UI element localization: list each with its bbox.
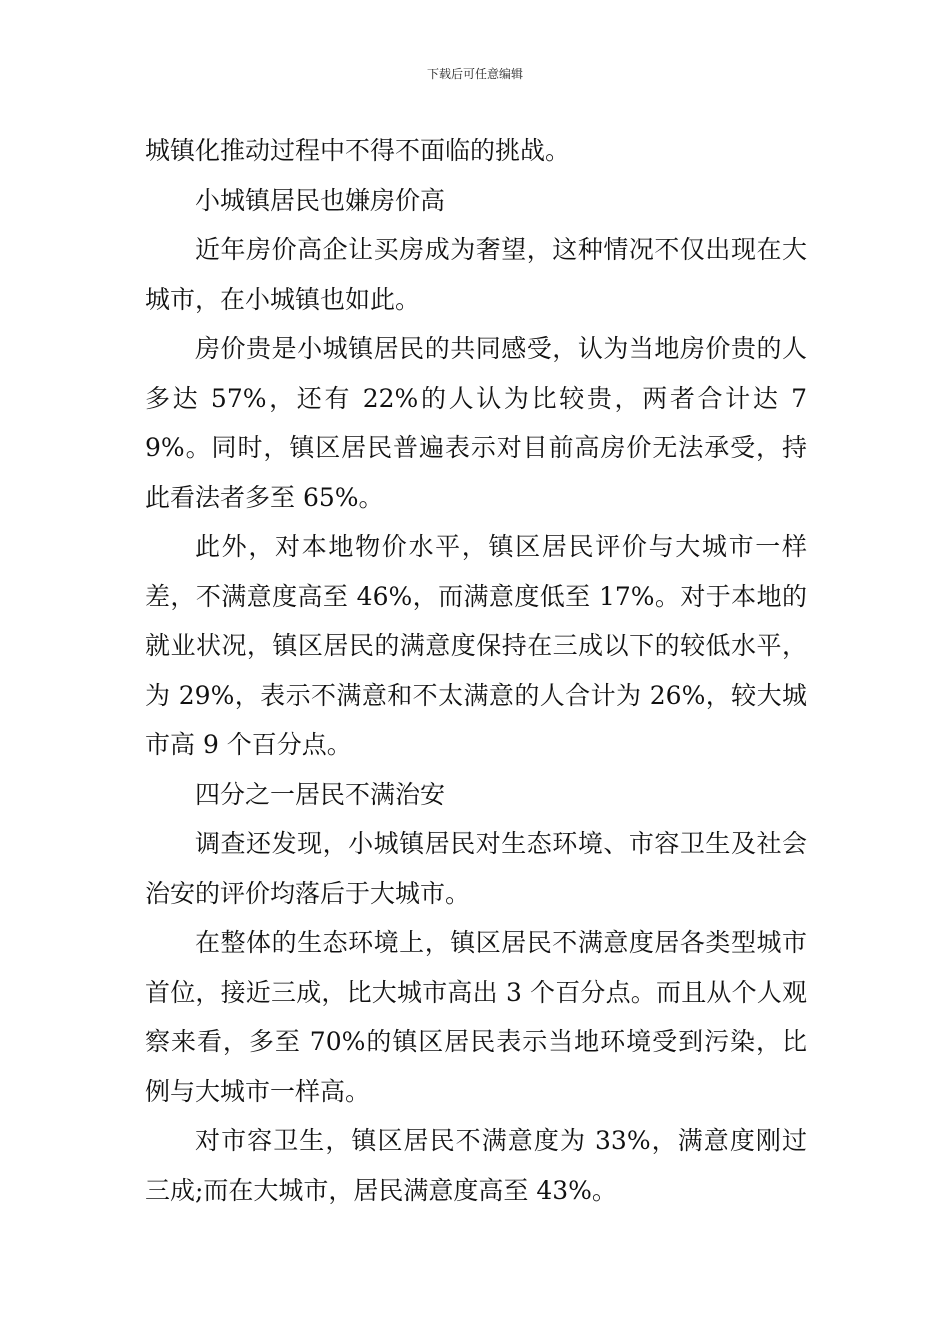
section-heading-public-security: 四分之一居民不满治安: [195, 779, 446, 809]
paragraph-environment: 在整体的生态环境上，镇区居民不满意度居各类型城市首位，接近三成，比大城市高出 3 个百分点。而且从个人观察来看，多至 70%的镇区居民表示当地环境受到污染，比例与大城市一样高。: [145, 928, 807, 1106]
paragraph-housing-stats: 房价贵是小城镇居民的共同感受，认为当地房价贵的人多达 57%，还有 22%的人认为比较贵，两者合计达 79%。同时，镇区居民普遍表示对目前高房价无法承受，持此看法者多至 65%。: [145, 334, 807, 512]
paragraph-continuation: 城镇化推动过程中不得不面临的挑战。: [145, 136, 571, 165]
page-header: 下载后可任意编辑: [426, 67, 523, 81]
paragraph-prices-employment: 此外，对本地物价水平，镇区居民评价与大城市一样差，不满意度高至 46%，而满意度低至 17%。对于本地的就业状况，镇区居民的满意度保持在三成以下的较低水平，为 29%，表示不满意和不太满意的人合计为 26%，较大城市高 9 个百分点。: [145, 532, 807, 759]
paragraph-sanitation: 对市容卫生，镇区居民不满意度为 33%，满意度刚过三成;而在大城市，居民满意度高至 43%。: [145, 1126, 807, 1205]
paragraph-survey-findings: 调查还发现，小城镇居民对生态环境、市容卫生及社会治安的评价均落后于大城市。: [145, 829, 807, 908]
document-body: [145, 126, 807, 1215]
section-heading-housing-prices: 小城镇居民也嫌房价高: [195, 185, 446, 215]
paragraph-housing-intro: 近年房价高企让买房成为奢望，这种情况不仅出现在大城市，在小城镇也如此。: [145, 235, 807, 314]
